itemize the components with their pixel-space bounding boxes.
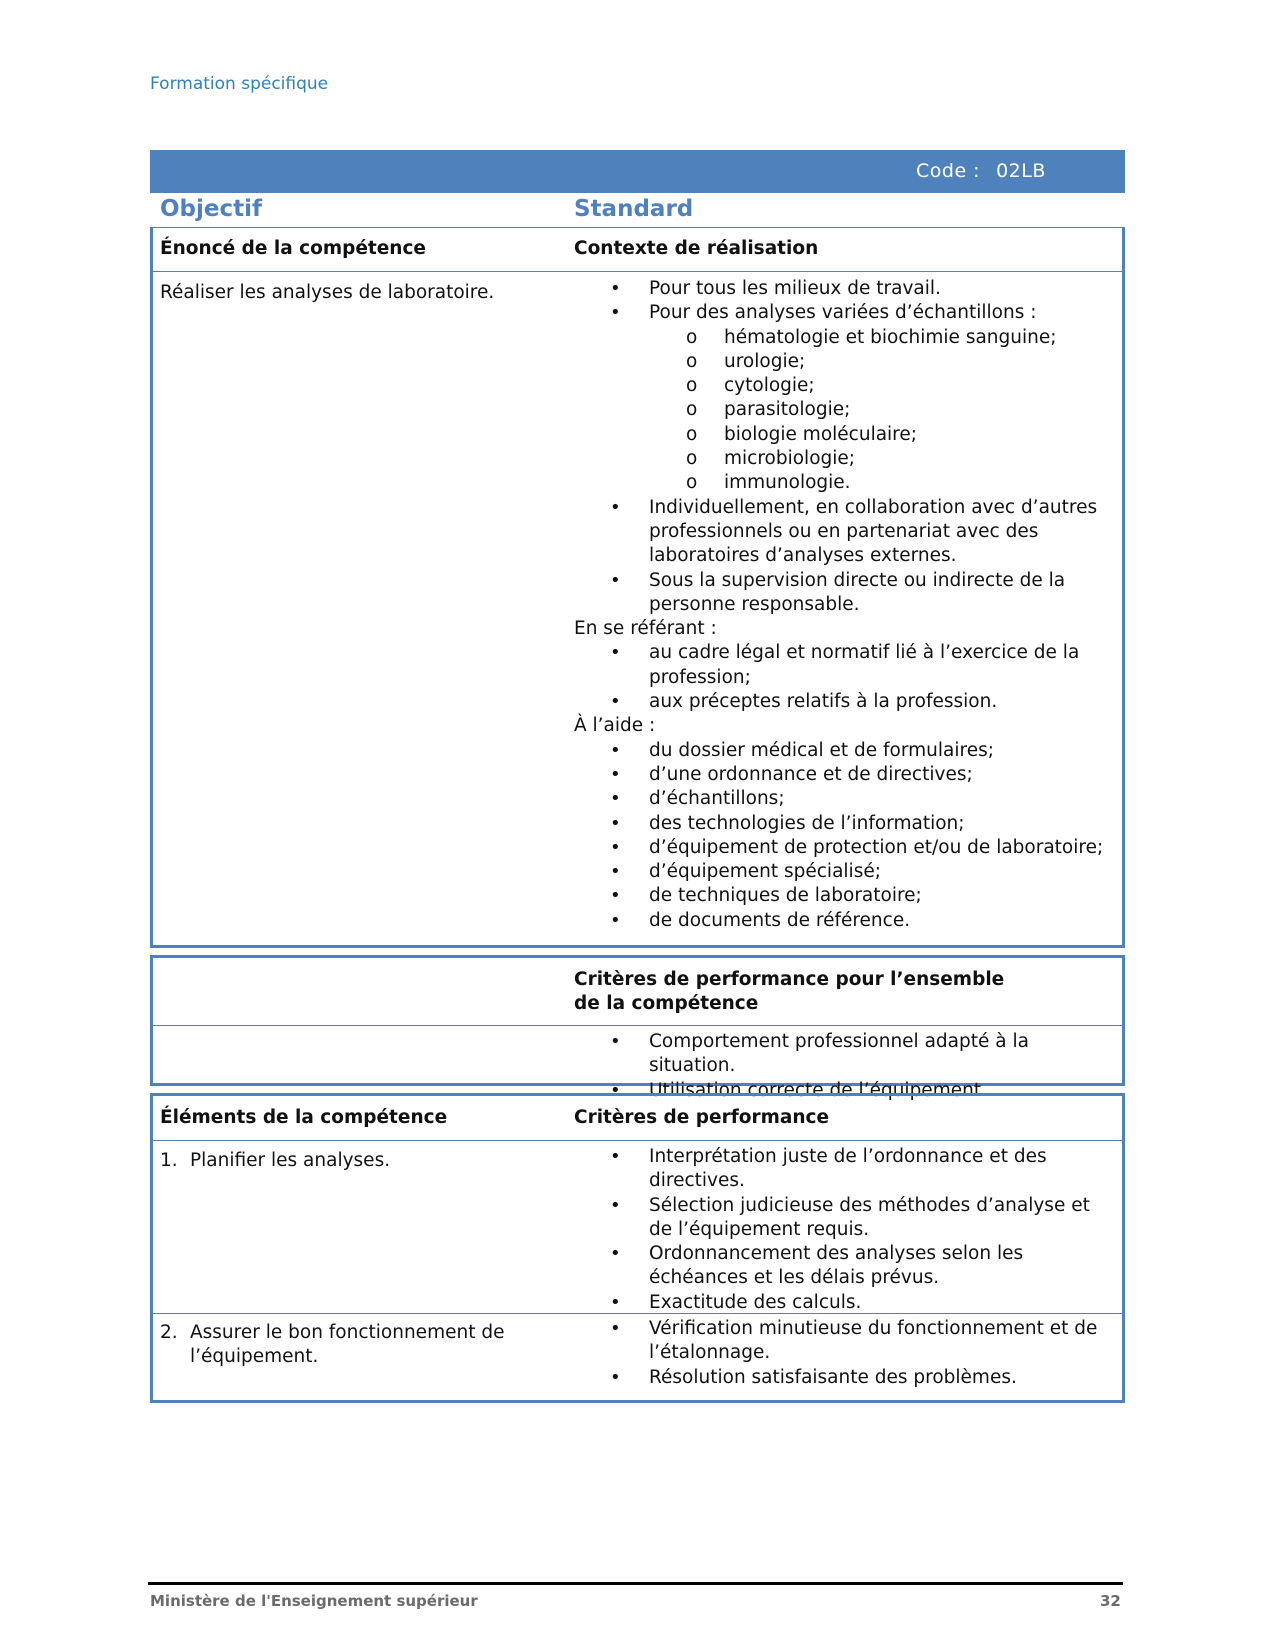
global-criteria-header: Critères de performance pour l’ensemble de la compétence: [574, 969, 1005, 1014]
context-content: [574, 277, 1118, 933]
context-list-continued: [574, 496, 1118, 617]
list-item: • Sous la supervision directe ou indirecte de la personne responsable.: [574, 569, 1118, 618]
column-titles: [150, 196, 1125, 228]
element-criteria: [574, 1145, 1118, 1315]
element-number: 1.: [160, 1150, 178, 1171]
list-item: • d’équipement de protection et/ou de laboratoire;: [574, 836, 1118, 860]
global-criteria-content: [574, 1030, 1118, 1103]
elements-header: Éléments de la compétence: [160, 1107, 448, 1128]
list-item: o microbiologie;: [574, 447, 1118, 471]
aide-list: [574, 739, 1118, 933]
table-header-row: [153, 1096, 1122, 1141]
global-criteria-table: [150, 955, 1125, 1101]
list-item: • au cadre légal et normatif lié à l’exercice de la profession;: [574, 641, 1118, 690]
list-item: • Sélection judicieuse des méthodes d’analyse et de l’équipement requis.: [574, 1194, 1118, 1243]
element-criteria: [574, 1317, 1118, 1390]
list-item: • Résolution satisfaisante des problèmes.: [574, 1366, 1118, 1390]
criteria-list: [574, 1317, 1118, 1390]
competency-statement: Réaliser les analyses de laboratoire.: [160, 282, 495, 303]
code-label: Code :: [916, 160, 981, 182]
referant-list: [574, 641, 1118, 714]
list-item: • de documents de référence.: [574, 909, 1118, 933]
aide-label: À l’aide :: [574, 715, 656, 737]
list-item: • d’équipement spécialisé;: [574, 860, 1118, 884]
footer-divider: [148, 1582, 1123, 1585]
table-row: [153, 272, 1122, 945]
list-item: o biologie moléculaire;: [574, 423, 1118, 447]
list-item: • Utilisation correcte de l’équipement.: [574, 1079, 1118, 1103]
table-row: [153, 1141, 1122, 1314]
list-item: • Interprétation juste de l’ordonnance et des directives.: [574, 1145, 1118, 1194]
table-row: [153, 1026, 1122, 1101]
objective-title: Objectif: [160, 196, 263, 222]
elements-criteria-table: [150, 1093, 1125, 1403]
list-item: • Ordonnancement des analyses selon les échéances et les délais prévus.: [574, 1242, 1118, 1291]
list-item: • Comportement professionnel adapté à la situation.: [574, 1030, 1118, 1079]
element-item: [160, 1321, 520, 1369]
competency-context-table: [150, 227, 1125, 948]
competency-code: [916, 160, 1046, 182]
criteria-list: [574, 1145, 1118, 1315]
sample-types-list: [574, 326, 1118, 496]
table-header-row: [153, 958, 1122, 1026]
list-item: • Pour tous les milieux de travail.: [574, 277, 1118, 301]
element-label: Assurer le bon fonctionnement de l’équipement.: [190, 1322, 505, 1367]
code-value: 02LB: [996, 160, 1046, 182]
element-item: [160, 1149, 520, 1173]
standard-title: Standard: [574, 196, 694, 222]
running-header: Formation spécifique: [150, 74, 329, 94]
page-number: 32: [1100, 1592, 1121, 1610]
table-header-row: [153, 228, 1122, 272]
context-list: [574, 277, 1118, 326]
list-item: • Exactitude des calculs.: [574, 1291, 1118, 1315]
list-item: o cytologie;: [574, 374, 1118, 398]
element-label: Planifier les analyses.: [190, 1150, 391, 1171]
list-item: • des technologies de l’information;: [574, 812, 1118, 836]
referant-label: En se référant :: [574, 618, 717, 640]
list-item: • du dossier médical et de formulaires;: [574, 739, 1118, 763]
element-number: 2.: [160, 1322, 178, 1343]
list-item: o parasitologie;: [574, 398, 1118, 422]
list-item: • de techniques de laboratoire;: [574, 884, 1118, 908]
global-criteria-list: [574, 1030, 1118, 1103]
context-header: Contexte de réalisation: [574, 238, 819, 259]
list-item: o urologie;: [574, 350, 1118, 374]
list-item: • Individuellement, en collaboration avec d’autres professionnels ou en partenariat avec des laboratoires d’analyses externes.: [574, 496, 1118, 569]
table-row: [153, 1314, 1122, 1400]
statement-header: Énoncé de la compétence: [160, 238, 426, 259]
list-item: • aux préceptes relatifs à la profession.: [574, 690, 1118, 714]
footer-ministry: Ministère de l'Enseignement supérieur: [150, 1592, 478, 1610]
list-item: • Vérification minutieuse du fonctionnement et de l’étalonnage.: [574, 1317, 1118, 1366]
list-item: • d’échantillons;: [574, 787, 1118, 811]
code-bar: [150, 150, 1125, 193]
criteria-header: Critères de performance: [574, 1107, 830, 1128]
list-item: • d’une ordonnance et de directives;: [574, 763, 1118, 787]
list-item: • Pour des analyses variées d’échantillons :: [574, 301, 1118, 325]
list-item: o immunologie.: [574, 471, 1118, 495]
list-item: o hématologie et biochimie sanguine;: [574, 326, 1118, 350]
